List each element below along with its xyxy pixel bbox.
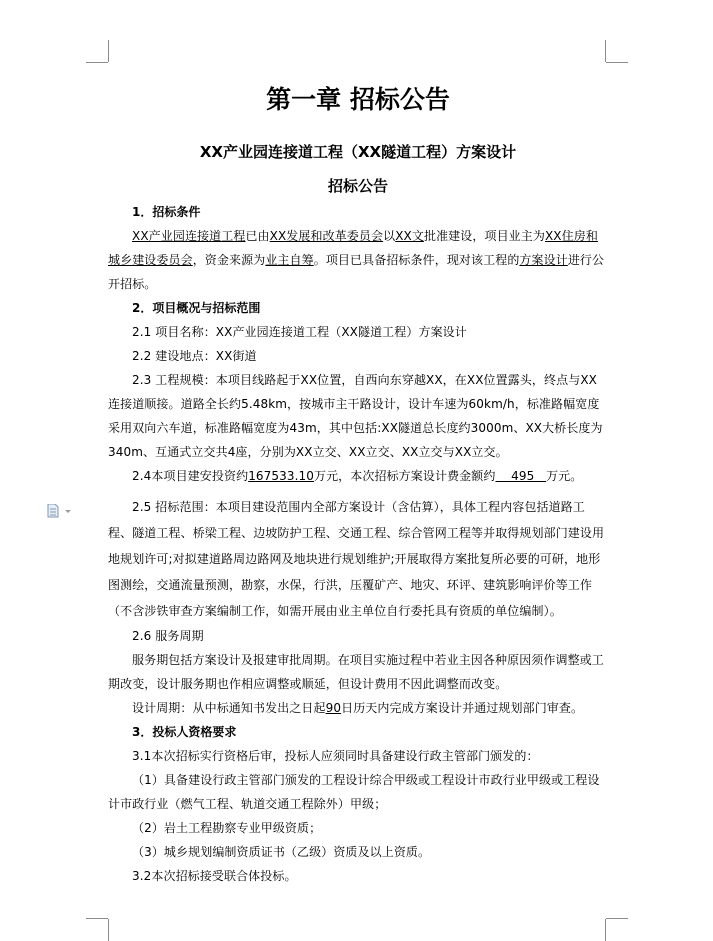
paragraph-qualification-2: （2）岩土工程勘察专业甲级资质； (132, 821, 322, 835)
paragraph-service-description: 服务期包括方案设计及报建审批周期。在项目实施过程中若业主因各种原因须作调整或工期改变，设计服务期也作相应调整或顺延，但设计费用不因此调整而改变。 (108, 653, 604, 691)
document-page (108, 70, 608, 888)
section-heading-2: 2．项目概况与招标范围 (132, 301, 261, 315)
paragraph-bidding-conditions: XX产业园连接道工程已由XX发展和改革委员会以XX文批准建设，项目业主为XX住房和城乡建设委员会，资金来源为业主自筹。项目已具备招标条件，现对该工程的方案设计进行公开招标。 (108, 229, 605, 291)
paragraph-scope: 2.5 招标范围：本项目建设范围内全部方案设计（含估算），具体工程内容包括道路工程、隧道工程、桥梁工程、边坡防护工程、交通工程、综合管网工程等并取得规划部门建设用地规划许可;对拟建道路周边路网及地块进行规划维护;开展取得方案批复所必要的可研，地形图测绘，交通流量预测，勘察，水保，行洪，压覆矿产、地灾、环评、建筑影响评价等工作（不含涉铁审查方案编制工作，如需开展由业主单位自行委托具有资质的单位编制）。 (108, 500, 605, 618)
paragraph-service-period: 2.6 服务周期 (132, 629, 204, 643)
paragraph-location: 2.2 建设地点：XX街道 (132, 349, 257, 363)
paragraph-project-name: 2.1 项目名称：XX产业园连接道工程（XX隧道工程）方案设计 (132, 325, 467, 339)
paragraph-investment: 2.4本项目建安投资约167533.10万元，本次招标方案设计费金额约 495 万元。 (132, 469, 583, 483)
paragraph-qualification-review: 3.1本次招标实行资格后审，投标人应须同时具备建设行政主管部门颁发的： (132, 749, 539, 763)
section-heading-1: 1．招标条件 (132, 205, 201, 219)
notice-title: 招标公告 (327, 177, 388, 195)
section-heading-3: 3．投标人资格要求 (132, 725, 237, 739)
project-title: XX产业园连接道工程（XX隧道工程）方案设计 (199, 143, 517, 161)
paragraph-qualification-3: （3）城乡规划编制资质证书（乙级）资质及以上资质。 (132, 845, 431, 859)
paragraph-scale: 2.3 工程规模：本项目线路起于XX位置，自西向东穿越XX，在XX位置露头，终点与XX连接道顺接。道路全长约5.48km，按城市主干路设计，设计车速为60km/h，标准路幅宽度采用双向六车道，标准路幅宽度为43m，其中包括:XX隧道总长度约3000m、XX大桥长度为340m、互通式立交共4座，分别为XX立交、XX立交、XX立交与XX立交。 (108, 373, 603, 459)
document-icon[interactable] (46, 503, 76, 517)
paragraph-design-period: 设计周期：从中标通知书发出之日起90日历天内完成方案设计并通过规划部门审查。 (132, 701, 584, 715)
paragraph-qualification-1: （1）具备建设行政主管部门颁发的工程设计综合甲级或工程设计市政行业甲级或工程设计市政行业（燃气工程、轨道交通工程除外）甲级； (108, 773, 600, 811)
paragraph-joint-bidding: 3.2本次招标接受联合体投标。 (132, 869, 297, 883)
chapter-title: 第一章 招标公告 (266, 85, 450, 114)
